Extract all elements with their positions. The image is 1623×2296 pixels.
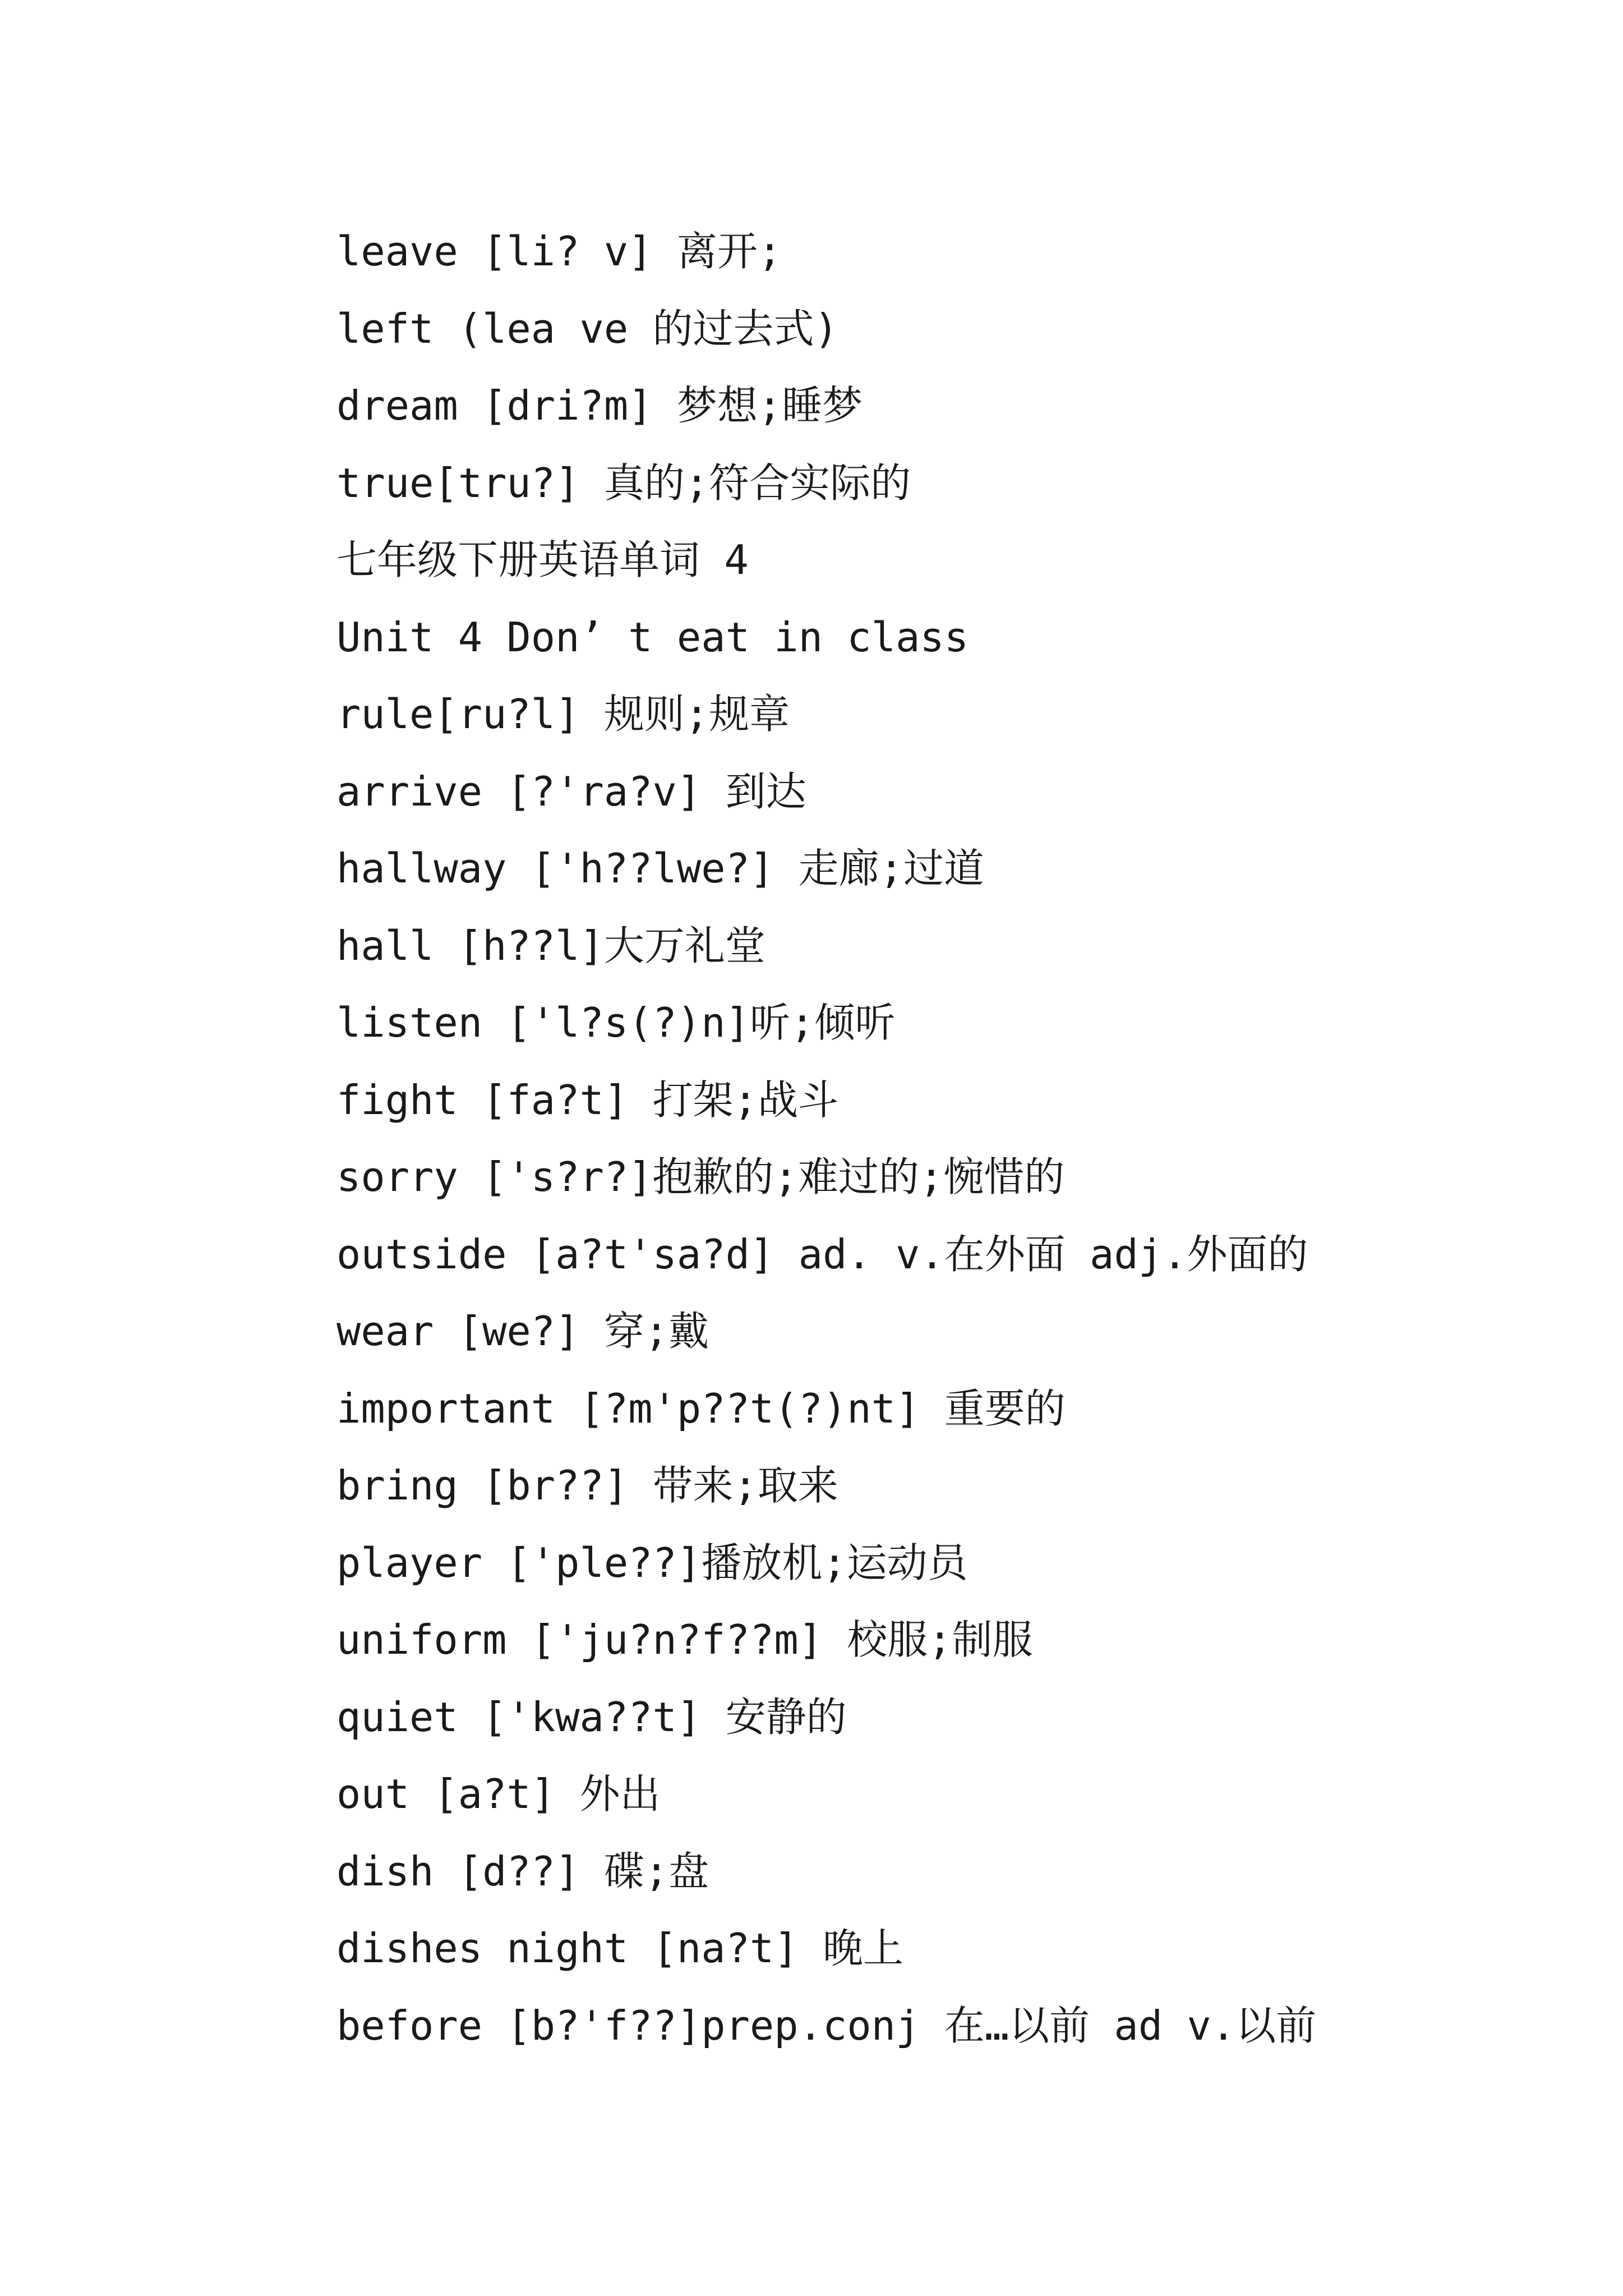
vocab-line-rule: rule[ru?l] 规则;规章 bbox=[336, 691, 790, 738]
vocab-line-sorry: sorry ['s?r?]抱歉的;难过的;惋惜的 bbox=[336, 1153, 1065, 1200]
vocab-line-fight: fight [fa?t] 打架;战斗 bbox=[336, 1076, 838, 1124]
vocab-line-true: true[tru?] 真的;符合实际的 bbox=[336, 459, 911, 507]
vocab-line-listen: listen ['l?s(?)n]听;倾听 bbox=[336, 999, 896, 1046]
vocab-line-out: out [a?t] 外出 bbox=[336, 1770, 661, 1818]
unit-title: Unit 4 Don’ t eat in class bbox=[336, 613, 969, 661]
vocabulary-list bbox=[336, 213, 1537, 2064]
vocab-line-hall: hall [h??l]大万礼堂 bbox=[336, 922, 766, 969]
vocab-line-important: important [?m'p??t(?)nt] 重要的 bbox=[336, 1384, 1066, 1432]
vocab-line-dream: dream [dri?m] 梦想;睡梦 bbox=[336, 382, 863, 429]
vocab-line-bring: bring [br??] 带来;取来 bbox=[336, 1462, 838, 1509]
vocab-line-dish: dish [d??] 碟;盘 bbox=[336, 1847, 709, 1895]
vocab-line-leave: leave [li? v] 离开; bbox=[336, 228, 782, 275]
vocab-line-hallway: hallway ['h??lwe?] 走廊;过道 bbox=[336, 845, 984, 892]
vocab-line-before: before [b?'f??]prep.conj 在…以前 ad v.以前 bbox=[336, 2001, 1317, 2049]
vocab-line-uniform: uniform ['ju?n?f??m] 校服;制服 bbox=[336, 1616, 1033, 1663]
vocab-line-wear: wear [we?] 穿;戴 bbox=[336, 1308, 709, 1355]
vocab-line-quiet: quiet ['kwa??t] 安静的 bbox=[336, 1693, 847, 1741]
vocab-line-arrive: arrive [?'ra?v] 到达 bbox=[336, 767, 806, 815]
vocab-line-outside: outside [a?t'sa?d] ad. v.在外面 adj.外面的 bbox=[336, 1230, 1308, 1278]
vocab-line-dishes-night: dishes night [na?t] 晚上 bbox=[336, 1925, 903, 1972]
vocab-line-player: player ['ple??]播放机;运动员 bbox=[336, 1539, 968, 1586]
section-heading: 七年级下册英语单词 4 bbox=[336, 536, 749, 583]
vocab-line-left: left (lea ve 的过去式) bbox=[336, 305, 838, 352]
